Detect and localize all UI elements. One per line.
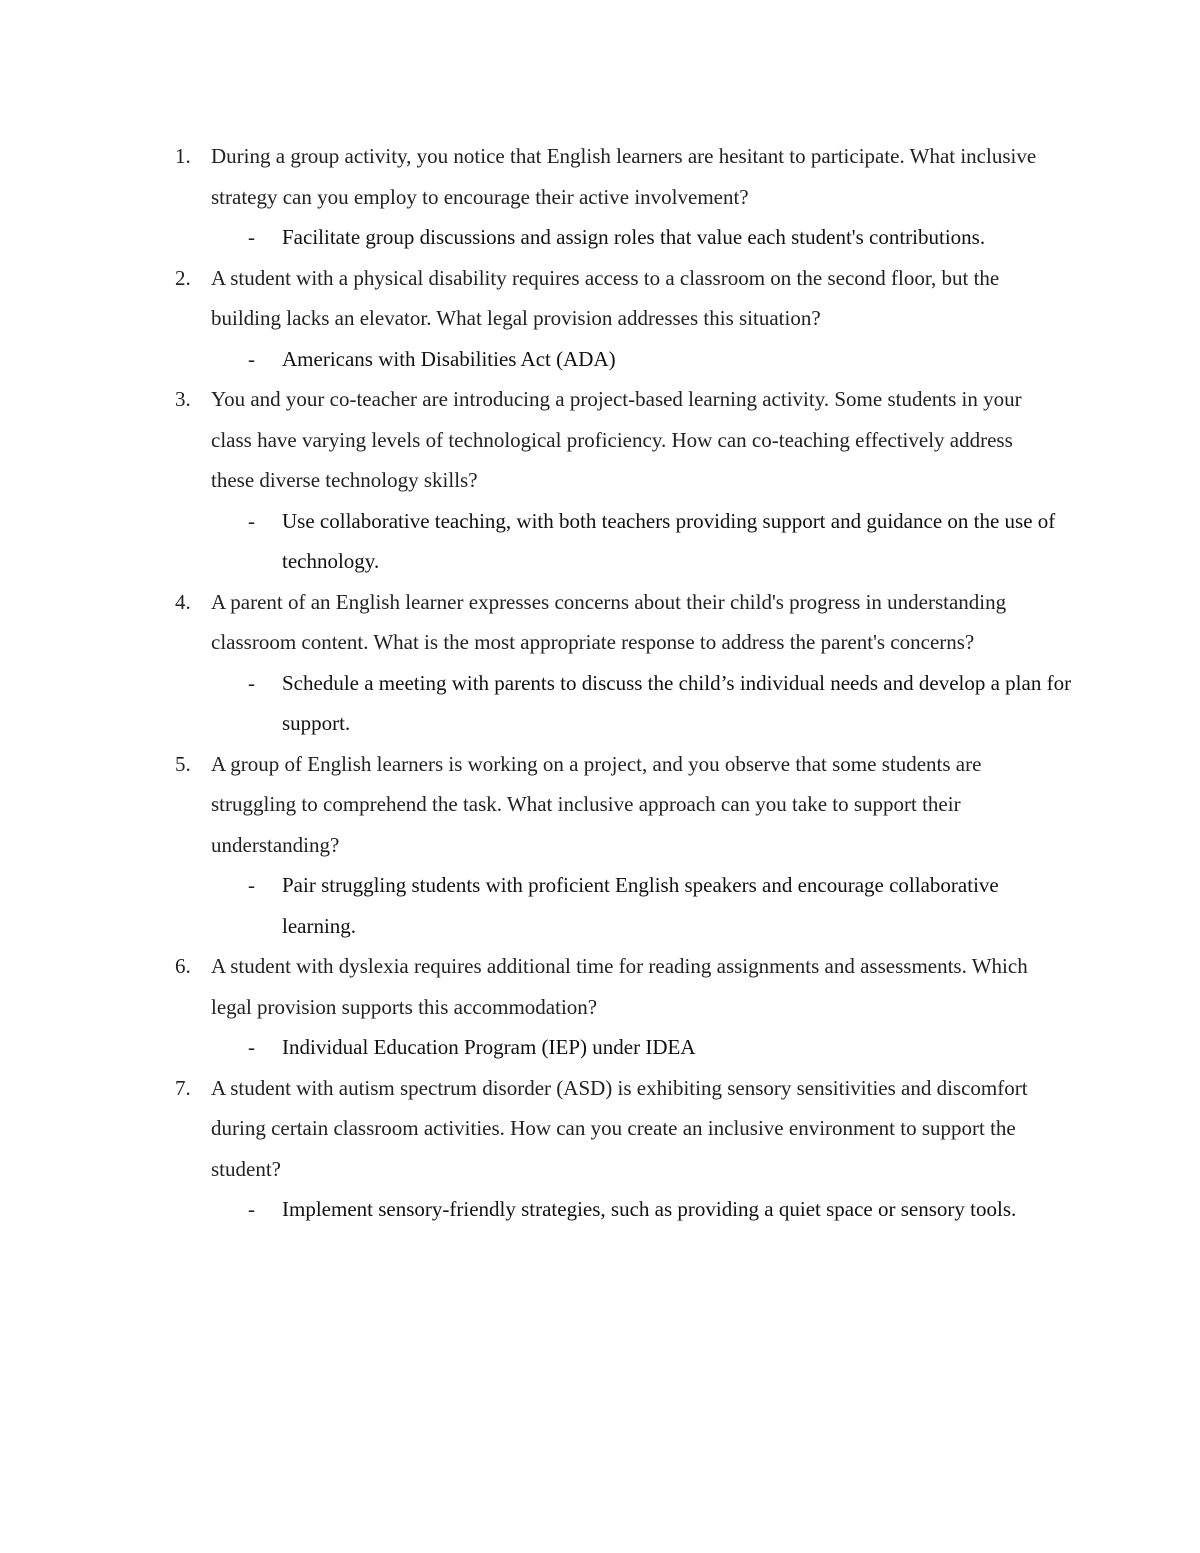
answer-dash: - (248, 1197, 255, 1221)
answer-item (0, 1189, 1200, 1230)
answer-item (0, 501, 1200, 582)
question-item-1 (0, 136, 1200, 258)
answer-dash: - (248, 346, 255, 371)
answer-item (0, 663, 1200, 744)
question-number: 1. (175, 144, 191, 168)
question-item-7 (0, 1068, 1200, 1230)
question-number: 6. (175, 954, 191, 978)
answer-text: Individual Education Program (IEP) under IDEA (282, 1035, 696, 1059)
question-number: 3. (175, 387, 191, 411)
answer-item (0, 339, 1200, 380)
question-text: You and your co-teacher are introducing a project-based learning activity. Some students in your class have varying levels of technological proficiency. How can co-teaching effectively address these diverse technology skills? (211, 387, 1022, 492)
question-number: 7. (175, 1075, 191, 1100)
answer-dash: - (248, 225, 255, 249)
question-item-2 (0, 258, 1200, 380)
question-text: A group of English learners is working on a project, and you observe that some students are struggling to comprehend the task. What inclusive approach can you take to support their understanding? (211, 751, 982, 857)
question-text: A parent of an English learner expresses concerns about their child's progress in understanding classroom content. What is the most appropriate response to address the parent's concerns? (211, 589, 1007, 654)
answer-dash: - (248, 508, 255, 533)
question-item-3 (0, 379, 1200, 582)
answer-text: Use collaborative teaching, with both teachers providing support and guidance on the use of technology. (282, 508, 1056, 573)
question-list (0, 136, 1200, 1230)
answer-item (0, 217, 1200, 258)
answer-item (0, 865, 1200, 946)
question-text: A student with autism spectrum disorder (ASD) is exhibiting sensory sensitivities and discomfort during certain classroom activities. How can you create an inclusive environment to support the student? (211, 1075, 1028, 1181)
question-text: During a group activity, you notice that English learners are hesitant to participate. What inclusive strategy can you employ to encourage their active involvement? (211, 144, 1037, 209)
answer-item (0, 1027, 1200, 1068)
question-number: 4. (175, 589, 191, 614)
question-number: 2. (175, 265, 191, 290)
answer-text: Pair struggling students with proficient English speakers and encourage collaborative learning. (282, 873, 999, 938)
question-text: A student with dyslexia requires additional time for reading assignments and assessments. Which legal provision supports this accommodation? (211, 954, 1028, 1019)
answer-text: Americans with Disabilities Act (ADA) (282, 346, 616, 371)
question-item-4 (0, 582, 1200, 744)
answer-text: Schedule a meeting with parents to discuss the child’s individual needs and develop a plan for support. (282, 670, 1072, 735)
question-item-6 (0, 946, 1200, 1068)
answer-dash: - (248, 1035, 255, 1059)
question-item-5 (0, 744, 1200, 947)
answer-dash: - (248, 873, 255, 897)
answer-text: Implement sensory-friendly strategies, such as providing a quiet space or sensory tools. (282, 1197, 1017, 1221)
answer-text: Facilitate group discussions and assign roles that value each student's contributions. (282, 225, 986, 249)
question-number: 5. (175, 751, 191, 776)
question-text: A student with a physical disability requires access to a classroom on the second floor, but the building lacks an elevator. What legal provision addresses this situation? (211, 265, 1000, 330)
answer-dash: - (248, 670, 255, 695)
